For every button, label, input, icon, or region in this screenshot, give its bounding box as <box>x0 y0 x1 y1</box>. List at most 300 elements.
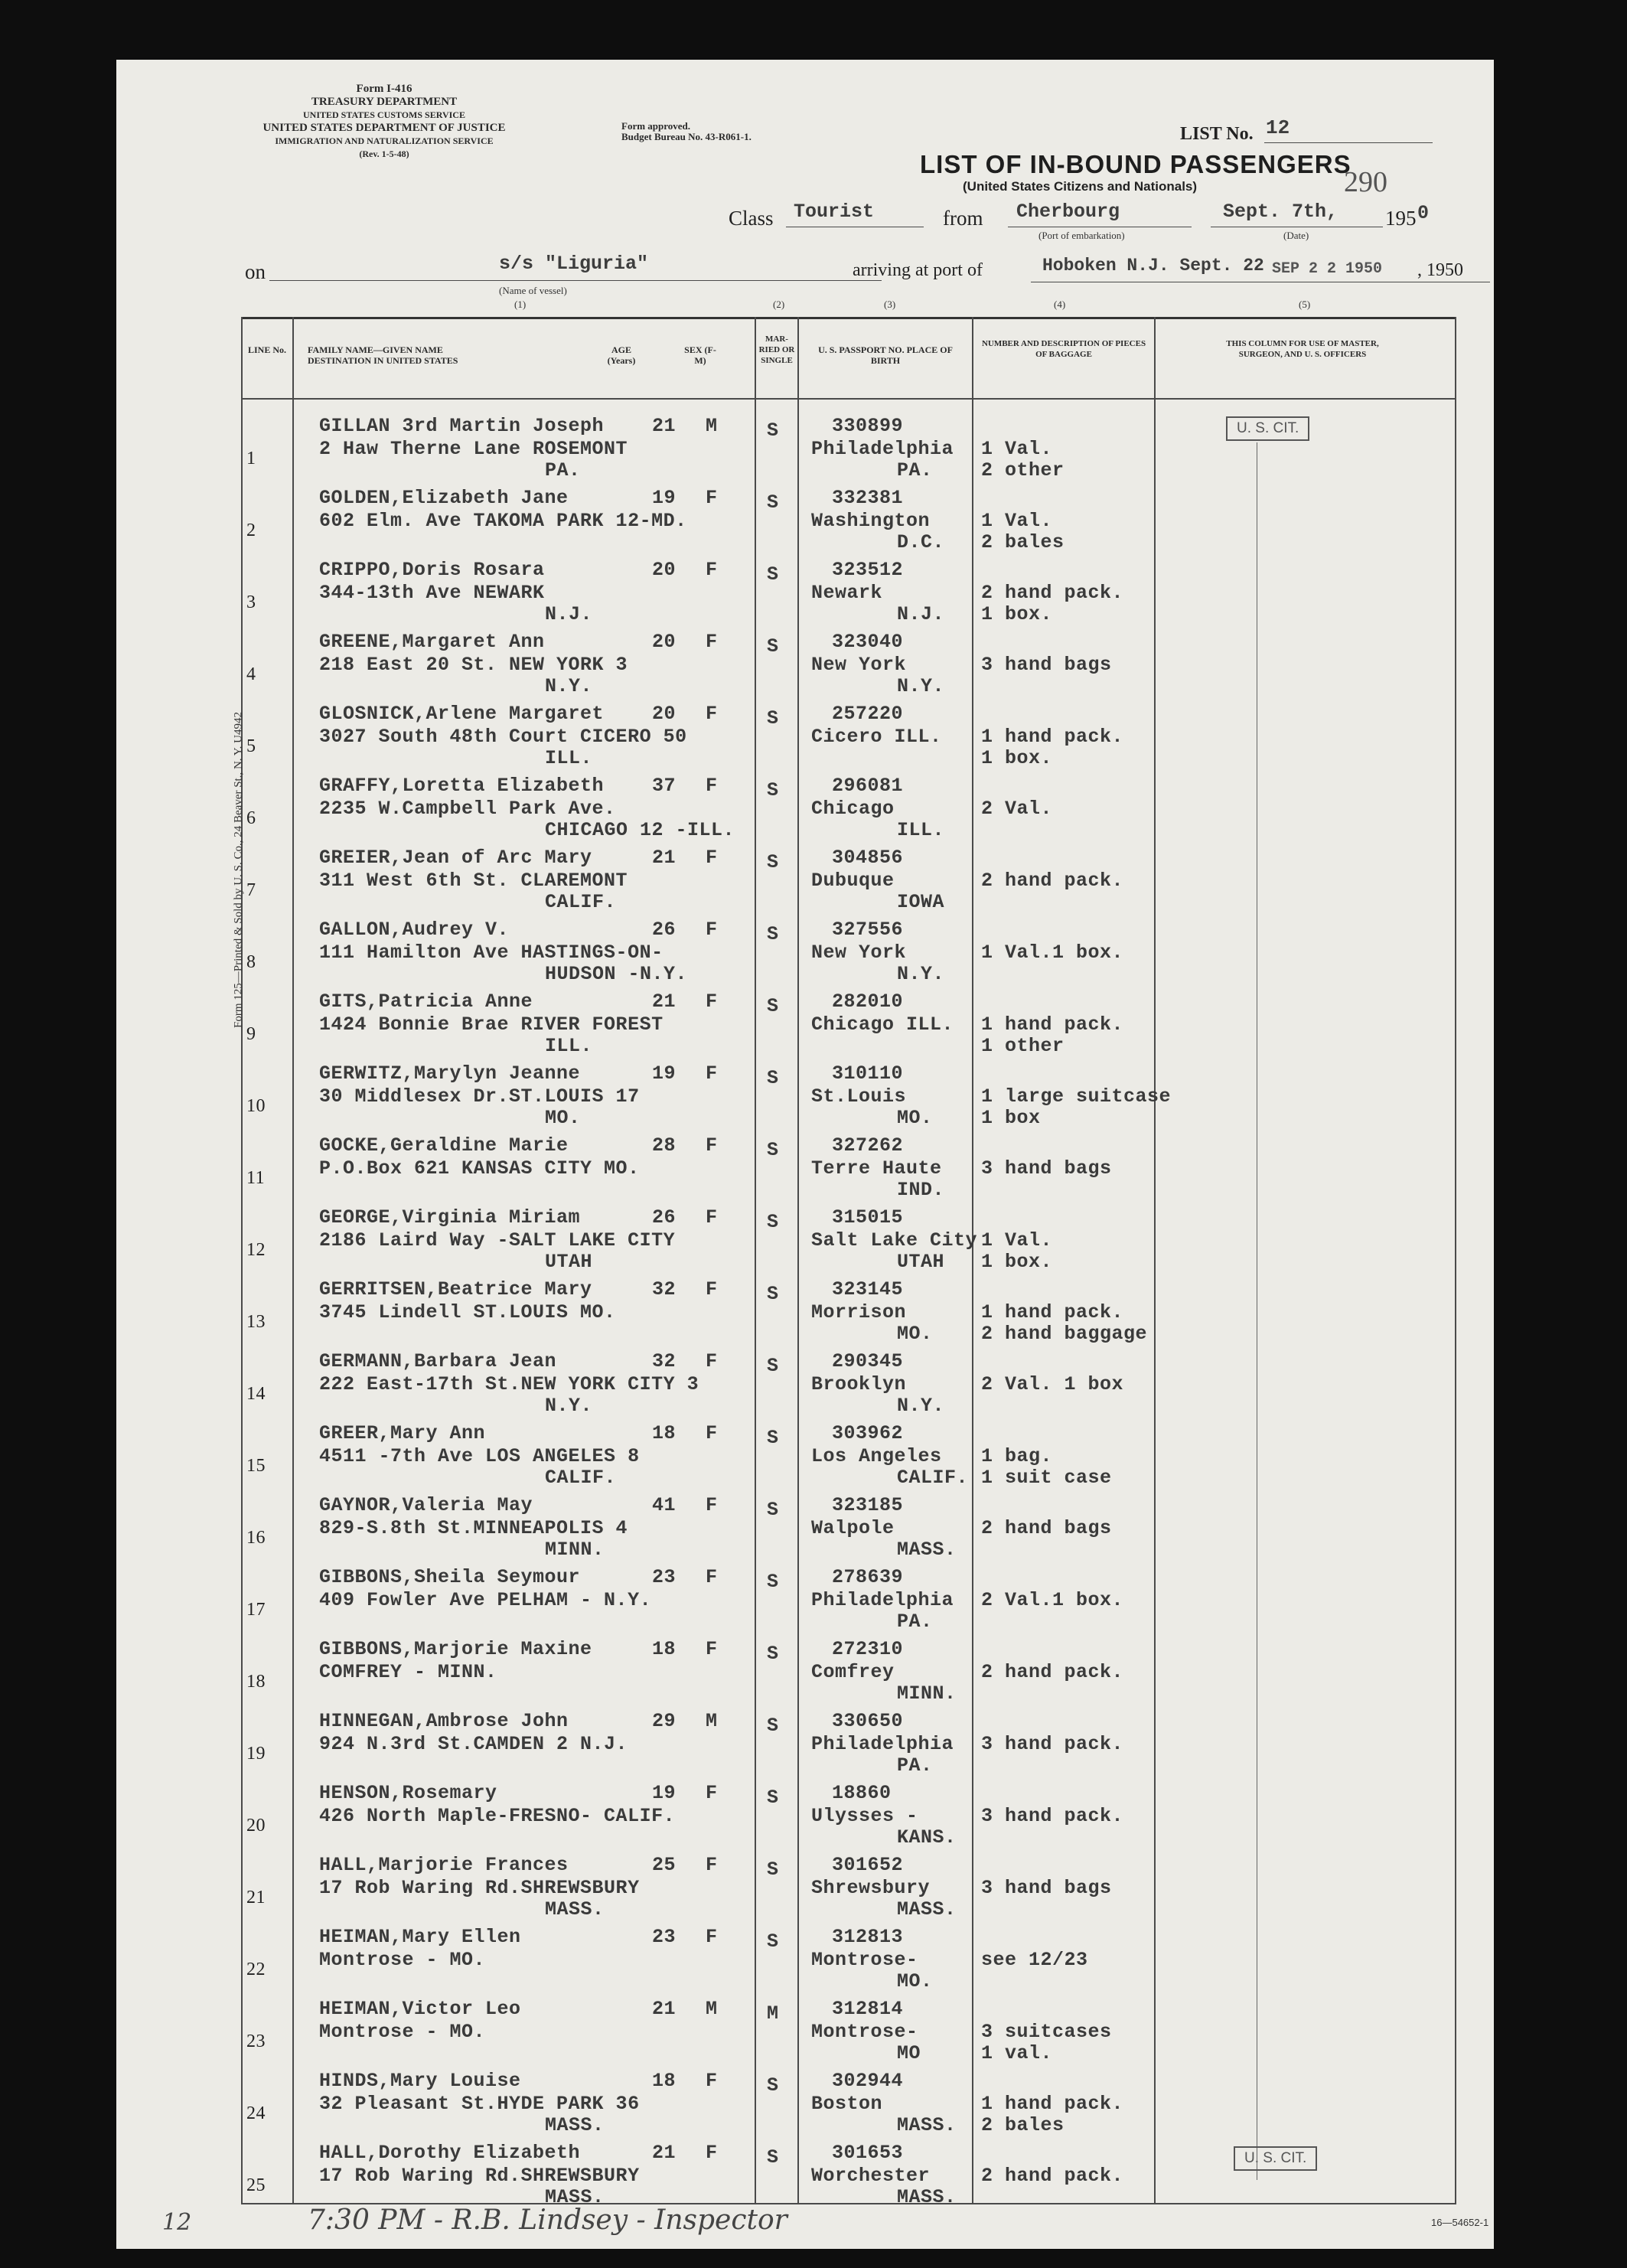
baggage-2: 2 hand baggage <box>981 1323 1148 1345</box>
age: 20 <box>652 631 677 653</box>
passenger-name: HINDS,Mary Louise <box>319 2070 521 2092</box>
destination-state: N.J. <box>545 603 593 625</box>
age: 32 <box>652 1278 677 1300</box>
age: 26 <box>652 1206 677 1229</box>
age: 21 <box>652 1998 677 2020</box>
sex: M <box>706 415 718 437</box>
table-row <box>116 553 1494 625</box>
customs-service: UNITED STATES CUSTOMS SERVICE <box>303 109 465 120</box>
line-number: 3 <box>246 592 256 612</box>
baggage-1: 1 Val. <box>981 510 1053 532</box>
table-row <box>116 912 1494 984</box>
baggage-2: 2 other <box>981 459 1065 481</box>
treasury-dept: TREASURY DEPARTMENT <box>311 96 458 108</box>
table-row <box>116 1848 1494 1920</box>
marital-status: S <box>767 707 779 729</box>
sex: F <box>706 919 718 941</box>
age: 25 <box>652 1854 677 1876</box>
sex: F <box>706 1206 718 1229</box>
port-of-embarkation: Cherbourg <box>1016 201 1120 223</box>
passport-number: 310110 <box>832 1062 904 1085</box>
sex: M <box>706 1710 718 1732</box>
sex: F <box>706 631 718 653</box>
marital-status: S <box>767 1427 779 1449</box>
passenger-name: GERWITZ,Marylyn Jeanne <box>319 1062 581 1085</box>
place-of-birth: Chicago ILL. <box>811 1013 954 1036</box>
passenger-name: GLOSNICK,Arlene Margaret <box>319 703 605 725</box>
sex: F <box>706 1782 718 1804</box>
form-revision: (Rev. 1-5-48) <box>359 148 409 159</box>
passenger-name: GALLON,Audrey V. <box>319 919 510 941</box>
birth-state: MO. <box>897 1323 933 1345</box>
destination-state: ILL. <box>545 747 593 769</box>
port-embark-caption: (Port of embarkation) <box>1038 230 1125 241</box>
destination-address: 218 East 20 St. NEW YORK 3 <box>319 654 628 676</box>
passenger-name: CRIPPO,Doris Rosara <box>319 559 545 581</box>
sex: F <box>706 559 718 581</box>
birth-state: MO. <box>897 1107 933 1129</box>
marital-status: S <box>767 2146 779 2168</box>
birth-state: N.Y. <box>897 1395 945 1417</box>
baggage-2: 1 box. <box>981 747 1053 769</box>
marital-status: S <box>767 1787 779 1809</box>
birth-state: CALIF. <box>897 1467 969 1489</box>
sex: F <box>706 487 718 509</box>
baggage-1: 1 bag. <box>981 1445 1053 1467</box>
line-number: 21 <box>246 1888 266 1907</box>
page-stamp-number: 290 <box>1344 166 1387 198</box>
col-number-3: (3) <box>884 299 896 310</box>
col-number-1: (1) <box>514 299 527 310</box>
sex: F <box>706 1638 718 1660</box>
passport-number: 323040 <box>832 631 904 653</box>
marital-status: S <box>767 851 779 873</box>
place-of-birth: Dubuque <box>811 870 895 892</box>
birth-state: N.Y. <box>897 675 945 697</box>
table-header-rule <box>241 398 1456 400</box>
line-number: 7 <box>246 880 256 900</box>
line-number: 6 <box>246 808 256 828</box>
page-title: LIST OF IN-BOUND PASSENGERS <box>920 150 1351 178</box>
marital-status: S <box>767 1715 779 1737</box>
col-header-name: FAMILY NAME—GIVEN NAME DESTINATION IN UNITED STATES <box>308 344 458 366</box>
arrival-date-stamp: SEP 2 2 1950 <box>1272 260 1383 278</box>
line-number: 25 <box>246 2175 266 2195</box>
col-header-sex: SEX (F-M) <box>684 344 716 366</box>
list-number-label: LIST No. <box>1180 124 1254 144</box>
age: 20 <box>652 559 677 581</box>
line-number: 13 <box>246 1312 266 1332</box>
age: 19 <box>652 1782 677 1804</box>
table-row <box>116 840 1494 912</box>
birth-state: UTAH <box>897 1251 945 1273</box>
passenger-name: GREER,Mary Ann <box>319 1422 486 1444</box>
passenger-name: GRAFFY,Loretta Elizabeth <box>319 775 605 797</box>
destination-address: 829-S.8th St.MINNEAPOLIS 4 <box>319 1517 628 1539</box>
line-number: 19 <box>246 1744 266 1764</box>
destination-address: 222 East-17th St.NEW YORK CITY 3 <box>319 1373 699 1395</box>
arrival-year: , 1950 <box>1417 260 1463 280</box>
birth-state: MASS. <box>897 1898 957 1920</box>
line-number: 9 <box>246 1024 256 1044</box>
sex: F <box>706 775 718 797</box>
place-of-birth: Terre Haute <box>811 1157 942 1180</box>
place-of-birth: Ulysses - <box>811 1805 918 1827</box>
destination-state: ILL. <box>545 1035 593 1057</box>
line-number: 17 <box>246 1600 266 1620</box>
baggage-1: 2 hand pack. <box>981 582 1124 604</box>
destination-state: MASS. <box>545 1898 605 1920</box>
place-of-birth: Salt Lake City <box>811 1229 978 1251</box>
line-number: 24 <box>246 2103 266 2123</box>
birth-state: IOWA <box>897 891 945 913</box>
line-number: 22 <box>246 1960 266 1979</box>
baggage-1: 1 hand pack. <box>981 1013 1124 1036</box>
table-top-rule <box>241 317 1456 319</box>
place-of-birth: Shrewsbury <box>811 1877 931 1899</box>
destination-address: 4511 -7th Ave LOS ANGELES 8 <box>319 1445 640 1467</box>
baggage-1: 3 hand pack. <box>981 1733 1124 1755</box>
table-row <box>116 1200 1494 1272</box>
place-of-birth: Comfrey <box>811 1661 895 1683</box>
birth-state: N.J. <box>897 603 945 625</box>
birth-state: PA. <box>897 1754 933 1777</box>
baggage-2: 1 suit case <box>981 1467 1112 1489</box>
voyage-date: Sept. 7th, <box>1223 201 1338 223</box>
destination-address: 2235 W.Campbell Park Ave. <box>319 798 616 820</box>
baggage-2: 1 box <box>981 1107 1041 1129</box>
sex: F <box>706 1278 718 1300</box>
table-row <box>116 481 1494 553</box>
class-value: Tourist <box>794 201 875 223</box>
place-of-birth: Philadelphia <box>811 1733 954 1755</box>
birth-state: KANS. <box>897 1826 957 1849</box>
passport-number: 18860 <box>832 1782 892 1804</box>
age: 26 <box>652 919 677 941</box>
manifest-page <box>116 60 1494 2249</box>
destination-address: 3745 Lindell ST.LOUIS MO. <box>319 1301 616 1323</box>
justice-dept: UNITED STATES DEPARTMENT OF JUSTICE <box>262 122 506 134</box>
destination-address: 602 Elm. Ave TAKOMA PARK 12-MD. <box>319 510 687 532</box>
destination-address: 409 Fowler Ave PELHAM - N.Y. <box>319 1589 652 1611</box>
sex: F <box>706 1926 718 1948</box>
destination-address: 924 N.3rd St.CAMDEN 2 N.J. <box>319 1733 628 1755</box>
place-of-birth: Philadelphia <box>811 438 954 460</box>
destination-state: MO. <box>545 1107 581 1129</box>
passenger-table <box>116 60 1494 2249</box>
baggage-1: 2 hand pack. <box>981 2165 1124 2187</box>
birth-state: MASS. <box>897 2186 957 2208</box>
age: 29 <box>652 1710 677 1732</box>
passport-number: 327262 <box>832 1134 904 1157</box>
age: 32 <box>652 1350 677 1372</box>
table-row <box>116 1488 1494 1560</box>
age: 41 <box>652 1494 677 1516</box>
marital-status: S <box>767 1643 779 1665</box>
birth-state: MO. <box>897 1970 933 1992</box>
destination-address: 111 Hamilton Ave HASTINGS-ON- <box>319 941 664 964</box>
line-number: 11 <box>246 1168 266 1188</box>
table-row <box>116 697 1494 769</box>
passenger-name: GOCKE,Geraldine Marie <box>319 1134 569 1157</box>
place-of-birth: Montrose- <box>811 1949 918 1971</box>
sex: F <box>706 1854 718 1876</box>
age: 21 <box>652 415 677 437</box>
passenger-name: HEIMAN,Mary Ellen <box>319 1926 521 1948</box>
age: 23 <box>652 1926 677 1948</box>
destination-address: 344-13th Ave NEWARK <box>319 582 545 604</box>
passport-number: 323512 <box>832 559 904 581</box>
passport-number: 323185 <box>832 1494 904 1516</box>
destination-address: 1424 Bonnie Brae RIVER FOREST <box>319 1013 664 1036</box>
destination-address: 32 Pleasant St.HYDE PARK 36 <box>319 2093 640 2115</box>
baggage-2: 2 bales <box>981 2114 1065 2136</box>
passenger-name: GERRITSEN,Beatrice Mary <box>319 1278 592 1300</box>
page-subtitle: (United States Citizens and Nationals) <box>963 179 1198 194</box>
destination-state: CALIF. <box>545 891 617 913</box>
destination-state: PA. <box>545 459 581 481</box>
budget-bureau: Budget Bureau No. 43-R061-1. <box>621 131 752 142</box>
us-citizen-stamp-bottom: U. S. CIT. <box>1234 2146 1317 2171</box>
passenger-name: GREENE,Margaret Ann <box>319 631 545 653</box>
baggage-1: 1 Val. <box>981 438 1053 460</box>
form-number: Form I-416 <box>356 83 412 95</box>
place-of-birth: Walpole <box>811 1517 895 1539</box>
place-of-birth: St.Louis <box>811 1085 907 1108</box>
age: 37 <box>652 775 677 797</box>
marital-status: S <box>767 1283 779 1305</box>
line-number: 14 <box>246 1384 266 1404</box>
age: 18 <box>652 1422 677 1444</box>
marital-status: S <box>767 1211 779 1233</box>
table-row <box>116 1272 1494 1344</box>
birth-state: IND. <box>897 1179 945 1201</box>
place-of-birth: Los Angeles <box>811 1445 942 1467</box>
col-number-5: (5) <box>1299 299 1311 310</box>
place-of-birth: Montrose- <box>811 2021 918 2043</box>
table-row <box>116 1920 1494 1992</box>
place-of-birth: Washington <box>811 510 931 532</box>
destination-state: MINN. <box>545 1539 605 1561</box>
baggage-1: 1 Val. <box>981 1229 1053 1251</box>
col-number-4: (4) <box>1054 299 1066 310</box>
sex: F <box>706 1350 718 1372</box>
place-of-birth: Philadelphia <box>811 1589 954 1611</box>
sex: F <box>706 1422 718 1444</box>
table-row <box>116 1344 1494 1416</box>
passenger-name: HALL,Marjorie Frances <box>319 1854 569 1876</box>
table-row <box>116 1128 1494 1200</box>
vessel-caption: (Name of vessel) <box>499 285 567 296</box>
line-number: 20 <box>246 1816 266 1836</box>
table-row <box>116 1992 1494 2064</box>
destination-address: 2 Haw Therne Lane ROSEMONT <box>319 438 628 460</box>
baggage-1: 1 hand pack. <box>981 726 1124 748</box>
birth-state: MO <box>897 2042 921 2064</box>
passport-number: 323145 <box>832 1278 904 1300</box>
table-row <box>116 1416 1494 1488</box>
place-of-birth: New York <box>811 941 907 964</box>
passport-number: 327556 <box>832 919 904 941</box>
col-header-age: AGE (Years) <box>607 344 636 366</box>
passenger-name: GIBBONS,Marjorie Maxine <box>319 1638 592 1660</box>
passport-number: 296081 <box>832 775 904 797</box>
table-row <box>116 1056 1494 1128</box>
destination-address: 30 Middlesex Dr.ST.LOUIS 17 <box>319 1085 640 1108</box>
baggage-1: see 12/23 <box>981 1949 1088 1971</box>
place-of-birth: New York <box>811 654 907 676</box>
baggage-2: 1 other <box>981 1035 1065 1057</box>
age: 21 <box>652 847 677 869</box>
col-header-baggage: NUMBER AND DESCRIPTION OF PIECES OF BAGGAGE <box>981 339 1146 359</box>
place-of-birth: Boston <box>811 2093 883 2115</box>
passenger-name: HEIMAN,Victor Leo <box>319 1998 521 2020</box>
on-label: on <box>245 260 266 283</box>
passport-number: 330899 <box>832 415 904 437</box>
baggage-2: 1 val. <box>981 2042 1053 2064</box>
passport-number: 303962 <box>832 1422 904 1444</box>
destination-address: 17 Rob Waring Rd.SHREWSBURY <box>319 2165 640 2187</box>
birth-state: MINN. <box>897 1682 957 1705</box>
baggage-1: 2 Val.1 box. <box>981 1589 1124 1611</box>
table-row <box>116 409 1494 481</box>
destination-address: Montrose - MO. <box>319 2021 486 2043</box>
col-number-2: (2) <box>773 299 785 310</box>
passport-number: 301652 <box>832 1854 904 1876</box>
destination-state: N.Y. <box>545 1395 593 1417</box>
inspector-signature: 7:30 PM - R.B. Lindsey - Inspector <box>308 2204 787 2236</box>
passenger-name: HINNEGAN,Ambrose John <box>319 1710 569 1732</box>
age: 19 <box>652 1062 677 1085</box>
destination-address: 311 West 6th St. CLAREMONT <box>319 870 628 892</box>
destination-address: 426 North Maple-FRESNO- CALIF. <box>319 1805 676 1827</box>
place-of-birth: Chicago <box>811 798 895 820</box>
destination-state: N.Y. <box>545 675 593 697</box>
birth-state: MASS. <box>897 1539 957 1561</box>
col-header-line: LINE No. <box>247 344 286 355</box>
passport-number: 257220 <box>832 703 904 725</box>
vessel-name: s/s "Liguria" <box>499 253 649 275</box>
baggage-1: 1 Val.1 box. <box>981 941 1124 964</box>
baggage-1: 3 hand bags <box>981 1157 1112 1180</box>
table-row <box>116 2064 1494 2136</box>
place-of-birth: Worchester <box>811 2165 931 2187</box>
baggage-1: 3 hand bags <box>981 1877 1112 1899</box>
table-row <box>116 769 1494 840</box>
table-row <box>116 1560 1494 1632</box>
birth-state: N.Y. <box>897 963 945 985</box>
form-approved: Form approved. <box>621 120 691 132</box>
col-header-passport: U. S. PASSPORT NO. PLACE OF BIRTH <box>818 344 953 366</box>
line-number: 23 <box>246 2031 266 2051</box>
form-footer-code: 16—54652-1 <box>1431 2217 1489 2228</box>
place-of-birth: Newark <box>811 582 883 604</box>
marital-status: S <box>767 1139 779 1161</box>
destination-address: Montrose - MO. <box>319 1949 486 1971</box>
baggage-1: 1 large suitcase <box>981 1085 1172 1108</box>
line-number: 10 <box>246 1096 266 1116</box>
birth-state: ILL. <box>897 819 945 841</box>
handwritten-page-mark: 12 <box>162 2209 192 2236</box>
sex: F <box>706 1062 718 1085</box>
line-number: 15 <box>246 1456 266 1476</box>
destination-state: MASS. <box>545 2114 605 2136</box>
passport-number: 278639 <box>832 1566 904 1588</box>
age: 21 <box>652 2142 677 2164</box>
passport-number: 304856 <box>832 847 904 869</box>
age: 18 <box>652 1638 677 1660</box>
marital-status: M <box>767 2002 779 2025</box>
passenger-name: HENSON,Rosemary <box>319 1782 497 1804</box>
marital-status: S <box>767 635 779 658</box>
marital-status: S <box>767 779 779 801</box>
marital-status: S <box>767 1355 779 1377</box>
passenger-name: GILLAN 3rd Martin Joseph <box>319 415 605 437</box>
marital-status: S <box>767 419 779 442</box>
passenger-name: GAYNOR,Valeria May <box>319 1494 533 1516</box>
marital-status: S <box>767 563 779 586</box>
place-of-birth: Morrison <box>811 1301 907 1323</box>
passenger-name: GREIER,Jean of Arc Mary <box>319 847 592 869</box>
us-citizen-stamp-top: U. S. CIT. <box>1226 416 1309 441</box>
table-row <box>116 984 1494 1056</box>
table-row <box>116 2136 1494 2208</box>
sex: F <box>706 1494 718 1516</box>
line-number: 18 <box>246 1672 266 1692</box>
sex: F <box>706 847 718 869</box>
baggage-1: 1 hand pack. <box>981 1301 1124 1323</box>
birth-state: PA. <box>897 1610 933 1633</box>
sex: F <box>706 1566 718 1588</box>
destination-address: 17 Rob Waring Rd.SHREWSBURY <box>319 1877 640 1899</box>
date-caption: (Date) <box>1283 230 1309 241</box>
line-number: 4 <box>246 664 256 684</box>
destination-address: P.O.Box 621 KANSAS CITY MO. <box>319 1157 640 1180</box>
marital-status: S <box>767 995 779 1017</box>
destination-address: 2186 Laird Way -SALT LAKE CITY <box>319 1229 676 1251</box>
line-number: 1 <box>246 449 256 468</box>
marital-status: S <box>767 491 779 514</box>
passenger-name: GERMANN,Barbara Jean <box>319 1350 557 1372</box>
port-of-arrival: Hoboken N.J. Sept. 22 <box>1042 256 1264 276</box>
passport-number: 290345 <box>832 1350 904 1372</box>
baggage-1: 3 hand pack. <box>981 1805 1124 1827</box>
line-number: 8 <box>246 952 256 972</box>
birth-state: MASS. <box>897 2114 957 2136</box>
birth-state: D.C. <box>897 531 945 553</box>
age: 23 <box>652 1566 677 1588</box>
passport-number: 312813 <box>832 1926 904 1948</box>
passport-number: 330650 <box>832 1710 904 1732</box>
line-number: 5 <box>246 736 256 756</box>
passenger-name: GEORGE,Virginia Miriam <box>319 1206 581 1229</box>
baggage-1: 1 hand pack. <box>981 2093 1124 2115</box>
class-label: Class <box>729 207 774 230</box>
baggage-1: 2 hand pack. <box>981 1661 1124 1683</box>
passport-number: 282010 <box>832 990 904 1013</box>
baggage-1: 2 Val. 1 box <box>981 1373 1124 1395</box>
marital-status: S <box>767 1571 779 1593</box>
baggage-1: 3 suitcases <box>981 2021 1112 2043</box>
age: 18 <box>652 2070 677 2092</box>
marital-status: S <box>767 2074 779 2097</box>
ins-service: IMMIGRATION AND NATURALIZATION SERVICE <box>275 135 494 146</box>
passenger-name: GITS,Patricia Anne <box>319 990 533 1013</box>
destination-state: CALIF. <box>545 1467 617 1489</box>
list-number: 12 <box>1266 116 1290 139</box>
side-printer-imprint: Form 125—Printed & Sold by U. S. Co., 24 Beaver St., N. Y. U4942 <box>232 712 245 1028</box>
baggage-1: 2 Val. <box>981 798 1053 820</box>
